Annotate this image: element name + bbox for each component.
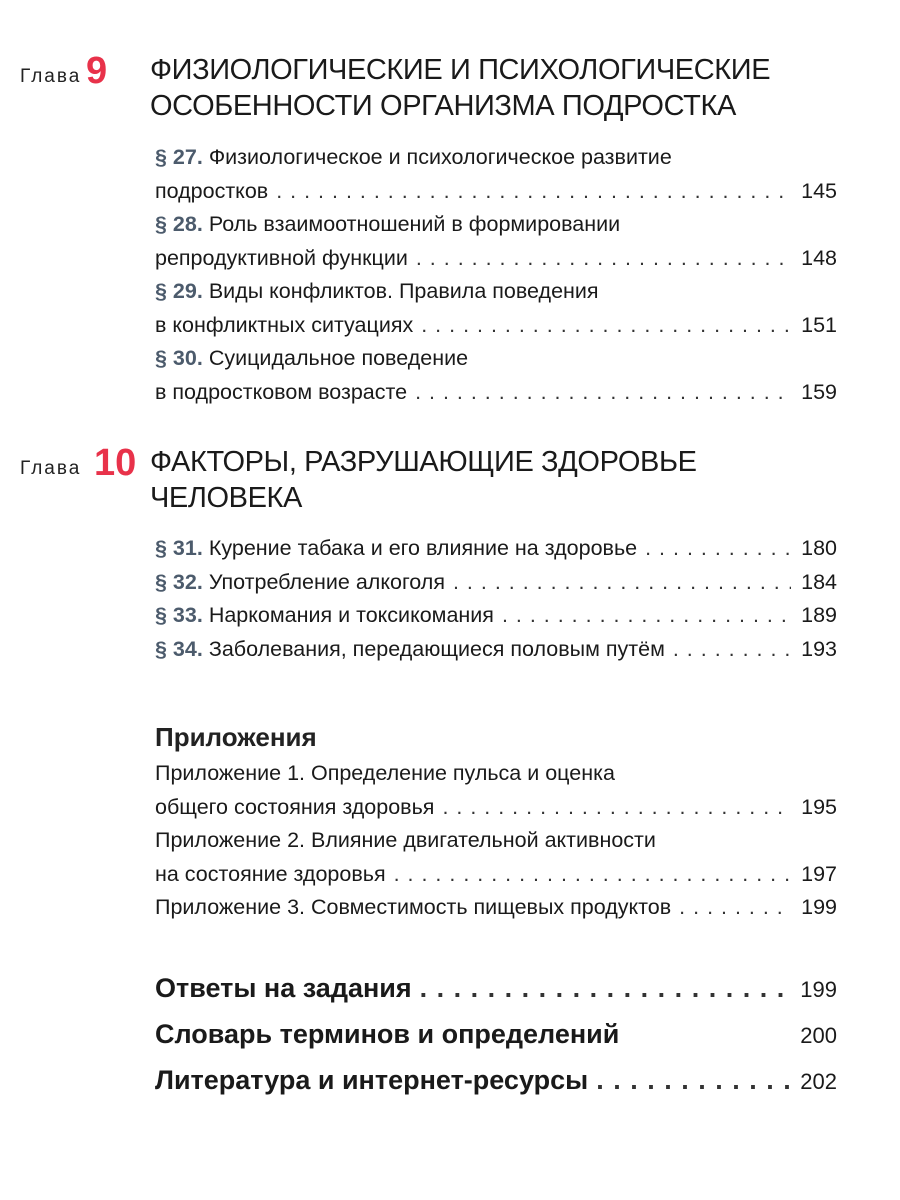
- entry-title: Употребление алкоголя: [208, 569, 445, 594]
- toc-entry-34[interactable]: [155, 633, 837, 667]
- page-number: 159: [801, 379, 837, 404]
- dot-leader: [645, 532, 791, 566]
- entry-title: в подростковом возрасте: [155, 379, 408, 404]
- dot-leader: [420, 966, 791, 1010]
- page-number: 151: [801, 312, 837, 337]
- dot-leader: [394, 858, 791, 892]
- entry-title: Курение табака и его влияние на здоровье: [208, 536, 638, 560]
- entry-title: Приложение 3. Совместимость пищевых продуктов: [155, 895, 672, 919]
- paragraph-number: § 29.: [155, 279, 203, 303]
- entry-title: на состояние здоровья: [155, 861, 386, 886]
- page-number: 180: [801, 536, 837, 560]
- chapter-title: [150, 444, 697, 516]
- entry-title: подростков: [155, 178, 269, 203]
- paragraph-number: § 32.: [155, 569, 203, 594]
- page-number: 193: [801, 636, 837, 661]
- toc-entry-33[interactable]: [155, 599, 837, 633]
- paragraph-number: § 28.: [155, 212, 203, 236]
- entry-title: Наркомания и токсикомания: [208, 603, 494, 627]
- page-number: 199: [800, 977, 837, 1002]
- appendices-list: [155, 757, 837, 925]
- page-number: 184: [801, 569, 837, 594]
- toc-entry-32[interactable]: [155, 566, 837, 600]
- chapter-label: Глава: [20, 458, 82, 479]
- toc-glossary[interactable]: [155, 1012, 837, 1058]
- chapter-title-line: ФАКТОРЫ, РАЗРУШАЮЩИЕ ЗДОРОВЬЕ: [150, 446, 697, 478]
- page-number: 189: [801, 603, 837, 627]
- toc-literature[interactable]: [155, 1058, 837, 1104]
- entry-title: Роль взаимоотношений в формировании: [208, 212, 621, 236]
- chapter-title-line: ФИЗИОЛОГИЧЕСКИЕ И ПСИХОЛОГИЧЕСКИЕ: [150, 54, 771, 86]
- appendices-heading: Приложения: [155, 722, 317, 752]
- appendix-2[interactable]: [155, 824, 837, 891]
- page-number: 200: [800, 1023, 837, 1048]
- paragraph-number: § 33.: [155, 603, 203, 627]
- dot-leader: [276, 175, 791, 209]
- chapter-title: [150, 52, 770, 124]
- chapter-number: 10: [94, 442, 137, 484]
- entry-title: Литература и интернет-ресурсы: [155, 1065, 589, 1095]
- chapter-title-line: ОСОБЕННОСТИ ОРГАНИЗМА ПОДРОСТКА: [150, 90, 736, 122]
- dot-leader: [596, 1058, 791, 1102]
- entry-title: Приложение 2. Влияние двигательной активности: [155, 828, 656, 852]
- toc-entry-27[interactable]: [155, 141, 837, 208]
- toc-entry-30[interactable]: [155, 342, 837, 409]
- paragraph-number: § 34.: [155, 636, 203, 661]
- entry-title: Словарь терминов и определений: [155, 1019, 620, 1049]
- toc-entry-29[interactable]: [155, 275, 837, 342]
- page-number: 148: [801, 245, 837, 270]
- dot-leader: [673, 633, 791, 667]
- chapter-label: Глава: [20, 66, 82, 87]
- appendix-3[interactable]: [155, 891, 837, 925]
- chapter-number: 9: [86, 50, 108, 92]
- paragraph-number: § 27.: [155, 145, 203, 169]
- dot-leader: [453, 566, 791, 600]
- dot-leader: [679, 891, 791, 925]
- dot-leader: [415, 376, 791, 410]
- entry-title: репродуктивной функции: [155, 245, 408, 270]
- toc-answers[interactable]: [155, 966, 837, 1012]
- appendix-1[interactable]: [155, 757, 837, 824]
- dot-leader: [502, 599, 791, 633]
- dot-leader: [416, 242, 791, 276]
- toc-entry-31[interactable]: [155, 532, 837, 566]
- entry-title: Ответы на задания: [155, 973, 412, 1003]
- back-matter: [155, 966, 837, 1104]
- entry-title: Виды конфликтов. Правила поведения: [208, 279, 599, 303]
- page-number: 202: [800, 1069, 837, 1094]
- paragraph-number: § 30.: [155, 346, 203, 370]
- page-number: 199: [801, 895, 837, 919]
- page-number: 145: [801, 178, 837, 203]
- entry-title: Суицидальное поведение: [208, 346, 469, 370]
- entry-title: общего состояния здоровья: [155, 794, 435, 819]
- chapter-title-line: ЧЕЛОВЕКА: [150, 482, 302, 514]
- entry-title: Заболевания, передающиеся половым путём: [208, 636, 665, 661]
- entry-title: Приложение 1. Определение пульса и оценка: [155, 761, 615, 785]
- entry-title: Физиологическое и психологическое развитие: [208, 145, 672, 169]
- entry-title: в конфликтных ситуациях: [155, 312, 414, 337]
- paragraph-number: § 31.: [155, 536, 203, 560]
- page-number: 197: [801, 861, 837, 886]
- toc-entry-28[interactable]: [155, 208, 837, 275]
- page-number: 195: [801, 794, 837, 819]
- dot-leader: [442, 791, 791, 825]
- dot-leader: [421, 309, 791, 343]
